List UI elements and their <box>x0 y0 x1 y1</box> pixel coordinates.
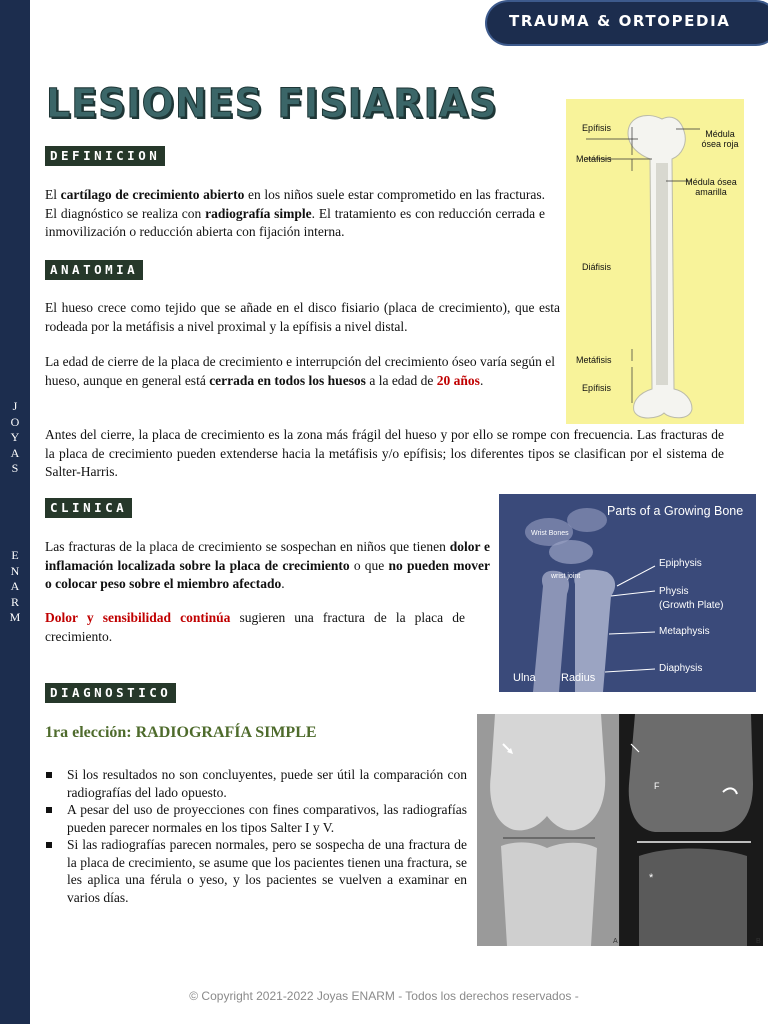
anatomia-paragraph-3: Antes del cierre, la placa de crecimiento es la zona más frágil del hueso y por ello se rompe con frecuencia. Las fracturas de la placa de crecimiento pueden extenderse hacia la metáfisis y/o epífisis; los diferentes tipos se clasifican por el sistema de Salter-Harris. <box>45 427 724 479</box>
bullet-square-icon <box>46 807 52 813</box>
bullet-square-icon <box>46 842 52 848</box>
section-label-clinica: CLINICA <box>45 498 132 518</box>
knee-xray-mri-illustration <box>477 714 763 946</box>
bone-label-medula-roja: Médula ósea roja <box>701 129 739 149</box>
copyright-footer: © Copyright 2021-2022 Joyas ENARM - Todos los derechos reservados - <box>189 989 579 1003</box>
growth-label-physis: Physis <box>659 586 689 597</box>
bullet-square-icon <box>46 772 52 778</box>
sidebar-letter: Y <box>10 430 20 444</box>
knee-imaging-figure <box>477 714 763 946</box>
diagnostico-subheading: 1ra elección: RADIOGRAFÍA SIMPLE <box>45 724 317 741</box>
knee-panel-letters <box>477 938 763 952</box>
wrist-xray-illustration <box>499 494 756 692</box>
sidebar-letter: E <box>11 548 19 562</box>
growing-bone-figure <box>499 494 756 692</box>
section-label-anatomia: ANATOMIA <box>45 260 143 280</box>
growth-label-wrist-bones: Wrist Bones <box>531 530 569 537</box>
sidebar-letter: J <box>12 399 18 413</box>
bone-label-diafisis: Diáfisis <box>582 262 612 272</box>
knee-panel-b: B <box>756 938 761 945</box>
knee-label-star: * <box>649 872 654 884</box>
section-label-diagnostico: DIAGNOSTICO <box>45 683 176 703</box>
sidebar-letter: R <box>10 594 19 609</box>
sidebar-letter: N <box>10 563 20 578</box>
sidebar-brand-enarm <box>0 548 30 626</box>
bone-label-medula-amarilla: Médula ósea amarilla <box>685 177 737 197</box>
sidebar-letter: A <box>10 445 20 460</box>
sidebar-letter: S <box>11 461 19 475</box>
clinica-paragraph-2: Dolor y sensibilidad continúa sugieren una fractura de la placa de crecimiento. <box>45 610 465 644</box>
long-bone-figure <box>566 99 744 424</box>
anatomia-paragraph-2: La edad de cierre de la placa de crecimiento e interrupción del crecimiento óseo varía según el hueso, aunque en general está cerrada en todos los huesos a la edad de 20 años. <box>45 354 555 388</box>
sidebar-letter: M <box>9 610 21 624</box>
growth-figure-title: Parts of a Growing Bone <box>607 504 744 518</box>
bone-label-metafisis-top: Metáfisis <box>576 154 612 164</box>
list-item: Si las radiografías parecen normales, pero se sospecha de una fractura de la placa de crecimiento, se asume que los pacientes tienen una fractura, se les aplica una férula o yeso, y los pacientes se vuelven a examinar en varios días. <box>45 836 467 906</box>
sidebar-letter: O <box>10 414 20 429</box>
growth-label-growth-plate: (Growth Plate) <box>659 600 724 611</box>
sidebar-band <box>0 0 30 1024</box>
anatomia-paragraph-1: El hueso crece como tejido que se añade en el disco fisiario (placa de crecimiento), que esta rodeada por la metáfisis a nivel proximal y la epífisis a nivel distal. <box>45 300 560 334</box>
list-item: Si los resultados no son concluyentes, puede ser útil la comparación con radiografías del lado opuesto. <box>45 766 467 801</box>
diagnostico-bullet-list <box>45 766 467 906</box>
growth-label-epiphysis: Epiphysis <box>659 558 702 569</box>
bone-label-epifisis-bottom: Epífisis <box>582 383 612 393</box>
page-title: LESIONES FISIARIAS <box>46 80 498 127</box>
bone-label-metafisis-bottom: Metáfisis <box>576 355 612 365</box>
knee-label-f: F <box>654 781 660 791</box>
growth-label-wrist-joint: wrist joint <box>551 573 581 580</box>
growth-label-diaphysis: Diaphysis <box>659 663 703 674</box>
sidebar-letter: A <box>10 579 20 593</box>
list-item: A pesar del uso de proyecciones con fines comparativos, las radiografías pueden parecer normales en los tipos Salter I y V. <box>45 801 467 836</box>
bone-label-epifisis-top: Epífisis <box>582 123 612 133</box>
growth-label-metaphysis: Metaphysis <box>659 626 710 637</box>
section-label-definicion: DEFINICION <box>45 146 165 166</box>
header-tab-title: TRAUMA & ORTOPEDIA <box>509 12 731 30</box>
growth-label-ulna: Ulna <box>513 672 536 684</box>
knee-panel-a: A <box>613 938 618 945</box>
definicion-paragraph: El cartílago de crecimiento abierto en los niños suele estar comprometido en las fracturas. El diagnóstico se realiza con radiografía simple. El tratamiento es con reducción cerrada e inmovilización o reducción abierta con fijación interna. <box>45 187 546 239</box>
clinica-paragraph-1: Las fracturas de la placa de crecimiento se sospechan en niños que tienen dolor e inflamación localizada sobre la placa de crecimiento o que no pueden mover o colocar peso sobre el miembro afectado. <box>45 539 490 591</box>
growth-label-radius: Radius <box>561 672 596 684</box>
sidebar-brand-joyas <box>0 399 30 477</box>
